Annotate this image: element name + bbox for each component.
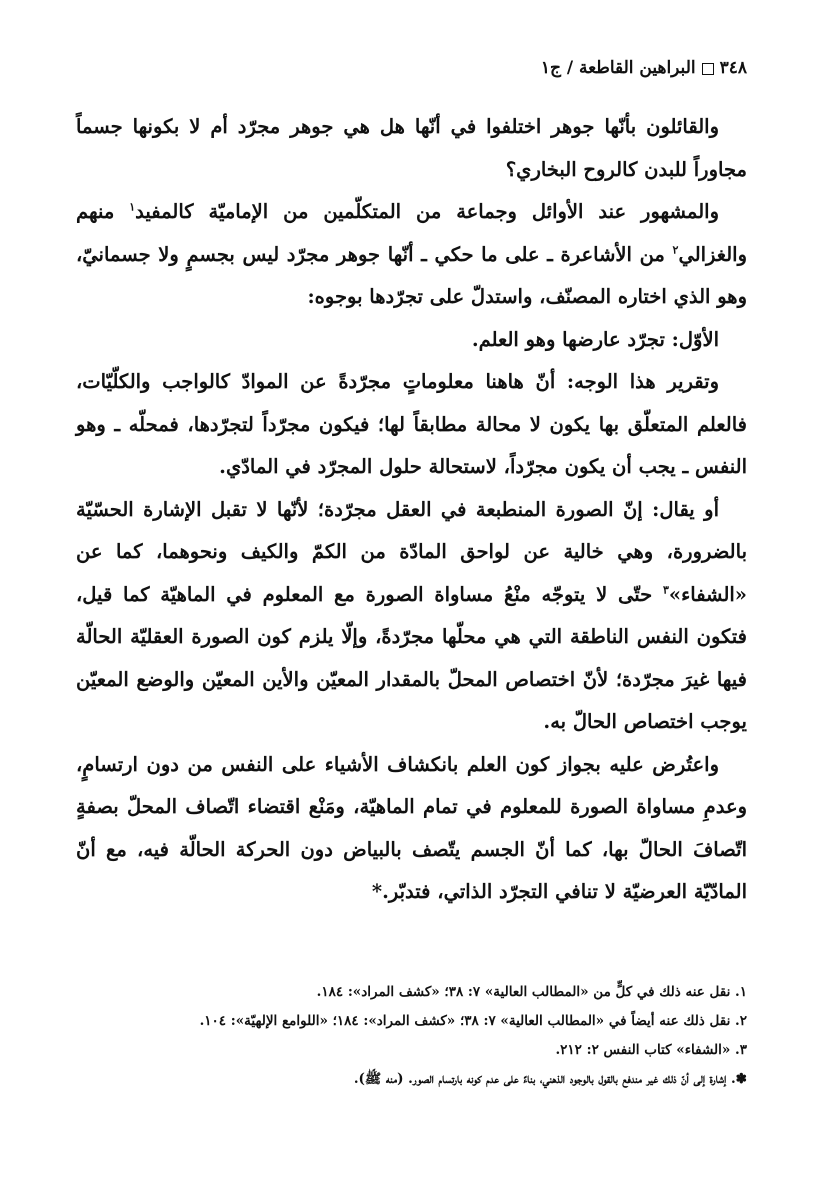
page-header xyxy=(76,56,747,80)
page-number: ٣٤٨ xyxy=(719,58,747,78)
footnote: ✽. إشارة إلى أنّ ذلك غير مندفع بالقول بالوجود الذهني، بناءً على عدم كونه بارتسام الصور. (منه ﷺ). xyxy=(353,1071,747,1087)
footnote: ٣. «الشفاء» كتاب النفس ٢: ٢١٢. xyxy=(555,1042,747,1058)
footnote: ١. نقل عنه ذلك في كلٍّ من «المطالب العالية» ٧: ٣٨؛ «كشف المراد»: ١٨٤. xyxy=(316,984,747,1000)
asterisk-ref: * xyxy=(371,880,383,903)
footnotes xyxy=(76,978,747,1094)
footnote: ٢. نقل ذلك عنه أيضاً في «المطالب العالية» ٧: ٣٨؛ «كشف المراد»: ١٨٤؛ «اللوامع الإلهيّة»: ١٠٤. xyxy=(199,1013,747,1029)
book-title: البراهين القاطعة / ج١ xyxy=(540,58,696,78)
paragraph: والقائلون بأنّها جوهر اختلفوا في أنّها هل هي جوهر مجرّد أم لا بكونها جسماً مجاوراً للبدن كالروح البخاري؟ xyxy=(76,115,747,181)
footnote-ref: ٢ xyxy=(672,243,679,256)
paragraph: والمشهور عند الأوائل وجماعة من المتكلّمين من الإماميّة كالمفيد$^١$ منهم والغزالي$^٢$ من الأشاعرة ـ على ما حكي ـ أنّها جوهر مجرّد ليس بجسمٍ ولا جسمانيّ، وهو الذي اختاره المصنّف، واستدلّ على تجرّدها بوجوه: xyxy=(76,200,747,308)
footnote-ref: ٣ xyxy=(662,583,669,596)
main-text xyxy=(76,106,747,914)
square-icon xyxy=(702,63,714,75)
paragraph: واعتُرض عليه بجواز كون العلم بانكشاف الأشياء على النفس من دون ارتسامٍ، وعدمِ مساواة الصورة للمعلوم في تمام الماهيّة، ومَنْع اقتضاء اتّصاف المحلّ بصفةٍ اتّصافَ الحالّ بها، كما أنّ الجسم يتّصف بالبياض دون الحركة الحالّة فيه، مع أنّ المادّيّة العرضيّة لا تنافي التجرّد الذاتي، فتدبّر.* xyxy=(76,752,747,903)
paragraph: الأوّل: تجرّد عارضها وهو العلم. xyxy=(471,327,719,351)
paragraph: وتقرير هذا الوجه: أنّ هاهنا معلوماتٍ مجرّدةً عن الموادّ كالواجب والكلّيّات، فالعلم المتعلّق بها يكون لا محالة مطابقاً لها؛ فيكون مجرّداً لتجرّدها، فمحلّه ـ وهو النفس ـ يجب أن يكون مجرّداً، لاستحالة حلول المجرّد في المادّي. xyxy=(76,370,747,478)
paragraph: أو يقال: إنّ الصورة المنطبعة في العقل مجرّدة؛ لأنّها لا تقبل الإشارة الحسّيّة بالضرورة، وهي خالية عن لواحق المادّة من الكمّ والكيف ونحوهما، كما عن «الشفاء»$^٣$ حتّى لا يتوجّه منْعُ مساواة الصورة مع المعلوم في الماهيّة كما قيل، فتكون النفس الناطقة التي هي محلّها مجرّدةً، وإلّا يلزم كون الصورة العقليّة الحالّة فيها غيرَ مجرّدة؛ لأنّ اختصاص المحلّ بالمقدار المعيّن والأين المعيّن والوضع المعيّن يوجب اختصاص الحالّ به. xyxy=(76,497,747,733)
footnote-ref: ١ xyxy=(129,200,136,214)
